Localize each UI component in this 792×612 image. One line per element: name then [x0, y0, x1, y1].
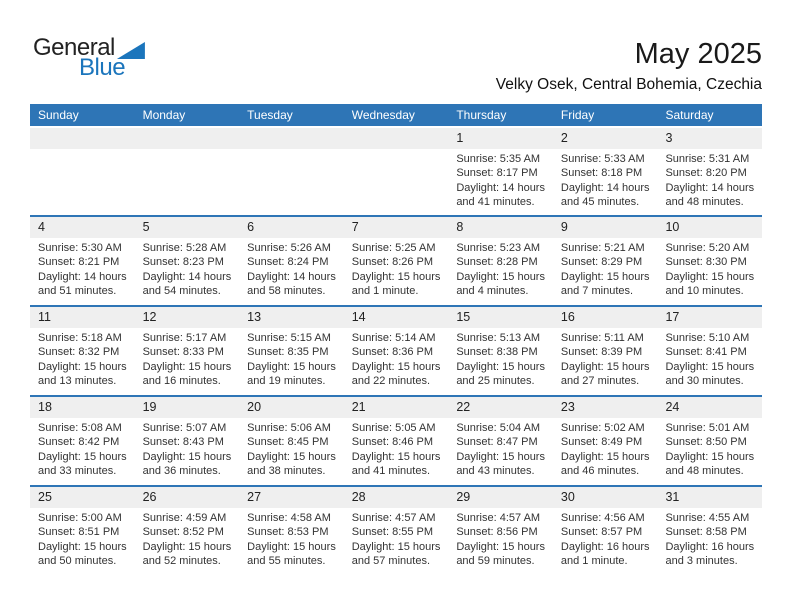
daylight-text: Daylight: 15 hours and 1 minute. [351, 270, 441, 298]
sunset-text: Sunset: 8:41 PM [665, 346, 747, 359]
sunrise-text: Sunrise: 5:18 AM [38, 332, 122, 344]
day-cell-details [448, 328, 553, 395]
day-number: 20 [247, 400, 262, 414]
day-number: 7 [351, 220, 359, 234]
sunrise-text: Sunrise: 5:20 AM [665, 242, 750, 254]
sunrise-text: Sunrise: 5:10 AM [665, 332, 750, 344]
daylight-text: Daylight: 15 hours and 38 minutes. [247, 450, 336, 478]
day-cell-details [657, 328, 762, 395]
sunrise-text: Sunrise: 5:17 AM [142, 332, 227, 344]
day-cell-details [553, 418, 658, 485]
sunrise-text: Sunrise: 4:57 AM [351, 512, 436, 524]
daylight-text: Daylight: 15 hours and 52 minutes. [142, 540, 232, 568]
sunset-text: Sunset: 8:21 PM [38, 256, 120, 269]
daylight-text: Daylight: 15 hours and 10 minutes. [665, 270, 755, 298]
daylight-text: Daylight: 15 hours and 55 minutes. [247, 540, 336, 568]
daylight-text: Daylight: 15 hours and 19 minutes. [247, 360, 336, 388]
day-number: 25 [38, 490, 52, 504]
daylight-text: Daylight: 15 hours and 36 minutes. [142, 450, 232, 478]
day-number: 17 [665, 310, 680, 324]
day-cell-details [135, 508, 240, 575]
daylight-text: Daylight: 15 hours and 30 minutes. [665, 360, 755, 388]
day-cell-details [448, 149, 553, 215]
sunrise-text: Sunrise: 5:31 AM [665, 153, 750, 165]
daylight-text: Daylight: 15 hours and 59 minutes. [456, 540, 545, 568]
day-cell-details [657, 238, 762, 305]
empty-day-number [239, 128, 344, 149]
sunset-text: Sunset: 8:18 PM [560, 167, 643, 180]
daylight-text: Daylight: 15 hours and 33 minutes. [38, 450, 127, 478]
day-number: 26 [142, 490, 157, 504]
sunrise-text: Sunrise: 5:07 AM [142, 422, 227, 434]
day-details-row [30, 508, 762, 575]
sunrise-text: Sunrise: 4:55 AM [665, 512, 750, 524]
sunset-text: Sunset: 8:51 PM [38, 526, 120, 539]
sunrise-text: Sunrise: 5:33 AM [560, 153, 645, 165]
day-cell-details [448, 508, 553, 575]
day-number: 1 [456, 131, 464, 145]
day-number-band [30, 217, 762, 238]
daylight-text: Daylight: 14 hours and 48 minutes. [665, 181, 755, 209]
sunset-text: Sunset: 8:47 PM [456, 436, 538, 449]
sunset-text: Sunset: 8:50 PM [665, 436, 747, 449]
day-number: 22 [456, 400, 471, 414]
sunrise-text: Sunrise: 5:25 AM [351, 242, 436, 254]
daylight-text: Daylight: 15 hours and 57 minutes. [351, 540, 441, 568]
empty-day-cell [239, 149, 344, 215]
daylight-text: Daylight: 16 hours and 1 minute. [560, 540, 650, 568]
day-cell-details [657, 508, 762, 575]
day-details-row [30, 328, 762, 395]
sunrise-text: Sunrise: 5:04 AM [456, 422, 541, 434]
daylight-text: Daylight: 15 hours and 41 minutes. [351, 450, 441, 478]
sunrise-text: Sunrise: 5:00 AM [38, 512, 122, 524]
day-cell-details [344, 238, 449, 305]
week-row-2 [30, 215, 762, 305]
day-number: 28 [351, 490, 366, 504]
title-block [496, 38, 762, 94]
logo-text-blue: Blue [79, 54, 126, 81]
sunrise-text: Sunrise: 5:13 AM [456, 332, 541, 344]
day-cell-details [135, 238, 240, 305]
sunrise-text: Sunrise: 5:21 AM [560, 242, 645, 254]
weekday-header-thursday: Thursday [456, 108, 507, 122]
sunset-text: Sunset: 8:53 PM [247, 526, 329, 539]
day-cell-details [239, 508, 344, 575]
day-number: 11 [38, 310, 51, 324]
daylight-text: Daylight: 14 hours and 54 minutes. [142, 270, 232, 298]
day-cell-details [657, 418, 762, 485]
sunset-text: Sunset: 8:20 PM [665, 167, 747, 180]
sunset-text: Sunset: 8:42 PM [38, 436, 120, 449]
empty-day-cell [135, 149, 240, 215]
day-cell-details [448, 238, 553, 305]
daylight-text: Daylight: 15 hours and 13 minutes. [38, 360, 127, 388]
day-number-band [30, 128, 762, 149]
day-number: 16 [560, 310, 575, 324]
daylight-text: Daylight: 15 hours and 27 minutes. [560, 360, 650, 388]
daylight-text: Daylight: 16 hours and 3 minutes. [665, 540, 755, 568]
sunrise-text: Sunrise: 4:56 AM [560, 512, 645, 524]
sunrise-text: Sunrise: 5:11 AM [560, 332, 644, 344]
empty-day-number [30, 128, 135, 149]
calendar-table [30, 104, 762, 575]
weekday-header-wednesday: Wednesday [351, 108, 415, 122]
sunset-text: Sunset: 8:46 PM [351, 436, 434, 449]
day-cell-details [553, 508, 658, 575]
daylight-text: Daylight: 14 hours and 51 minutes. [38, 270, 127, 298]
sunset-text: Sunset: 8:24 PM [247, 256, 329, 269]
sunrise-text: Sunrise: 4:59 AM [142, 512, 227, 524]
weekday-header-row [30, 104, 762, 126]
sunrise-text: Sunrise: 5:23 AM [456, 242, 541, 254]
day-number: 2 [560, 131, 568, 145]
day-number-band [30, 307, 762, 328]
day-number: 31 [665, 490, 680, 504]
daylight-text: Daylight: 15 hours and 22 minutes. [351, 360, 441, 388]
daylight-text: Daylight: 15 hours and 7 minutes. [560, 270, 650, 298]
daylight-text: Daylight: 15 hours and 50 minutes. [38, 540, 127, 568]
day-cell-details [344, 418, 449, 485]
daylight-text: Daylight: 15 hours and 25 minutes. [456, 360, 545, 388]
day-number: 4 [38, 220, 45, 234]
sunset-text: Sunset: 8:36 PM [351, 346, 434, 359]
day-cell-details [135, 418, 240, 485]
day-number: 9 [560, 220, 568, 234]
sunrise-text: Sunrise: 5:08 AM [38, 422, 122, 434]
sunrise-text: Sunrise: 5:14 AM [351, 332, 436, 344]
sunset-text: Sunset: 8:49 PM [560, 436, 643, 449]
day-number: 24 [665, 400, 680, 414]
sunset-text: Sunset: 8:17 PM [456, 167, 538, 180]
sunset-text: Sunset: 8:45 PM [247, 436, 329, 449]
weekday-header-friday: Friday [560, 108, 595, 122]
day-number: 10 [665, 220, 680, 234]
sunrise-text: Sunrise: 5:35 AM [456, 153, 541, 165]
day-number: 8 [456, 220, 464, 234]
day-number: 3 [665, 131, 673, 145]
month-title: May 2025 [634, 38, 762, 70]
sunrise-text: Sunrise: 5:30 AM [38, 242, 122, 254]
sunset-text: Sunset: 8:30 PM [665, 256, 747, 269]
day-number: 27 [247, 490, 262, 504]
daylight-text: Daylight: 14 hours and 58 minutes. [247, 270, 336, 298]
day-number: 30 [560, 490, 575, 504]
daylight-text: Daylight: 14 hours and 41 minutes. [456, 181, 545, 209]
day-number-band [30, 397, 762, 418]
day-number: 12 [142, 310, 157, 324]
day-number: 18 [38, 400, 52, 414]
day-cell-details [553, 328, 658, 395]
day-number: 23 [560, 400, 575, 414]
daylight-text: Daylight: 15 hours and 4 minutes. [456, 270, 545, 298]
sunset-text: Sunset: 8:57 PM [560, 526, 643, 539]
day-cell-details [344, 508, 449, 575]
daylight-text: Daylight: 15 hours and 16 minutes. [142, 360, 232, 388]
day-details-row [30, 418, 762, 485]
sunset-text: Sunset: 8:35 PM [247, 346, 329, 359]
general-blue-logo [33, 36, 145, 79]
day-number-band [30, 487, 762, 508]
calendar-weeks [30, 128, 762, 575]
day-cell-details [448, 418, 553, 485]
day-cell-details [553, 238, 658, 305]
day-number: 13 [247, 310, 262, 324]
daylight-text: Daylight: 15 hours and 46 minutes. [560, 450, 650, 478]
day-cell-details [135, 328, 240, 395]
day-number: 15 [456, 310, 471, 324]
sunset-text: Sunset: 8:29 PM [560, 256, 643, 269]
weekday-header-tuesday: Tuesday [247, 108, 293, 122]
empty-day-number [135, 128, 240, 149]
sunset-text: Sunset: 8:32 PM [38, 346, 120, 359]
day-number: 5 [142, 220, 150, 234]
day-cell-details [30, 238, 135, 305]
sunrise-text: Sunrise: 5:06 AM [247, 422, 331, 434]
day-cell-details [30, 418, 135, 485]
sunset-text: Sunset: 8:43 PM [142, 436, 224, 449]
day-number: 6 [247, 220, 255, 234]
day-number: 14 [351, 310, 366, 324]
week-row-1 [30, 128, 762, 215]
weekday-header-monday: Monday [142, 108, 186, 122]
empty-day-cell [30, 149, 135, 215]
day-number: 19 [142, 400, 157, 414]
week-row-5 [30, 485, 762, 575]
day-cell-details [553, 149, 658, 215]
sunrise-text: Sunrise: 5:15 AM [247, 332, 331, 344]
logo-text-general: General [33, 34, 115, 61]
day-cell-details [239, 418, 344, 485]
sunset-text: Sunset: 8:56 PM [456, 526, 538, 539]
daylight-text: Daylight: 14 hours and 45 minutes. [560, 181, 650, 209]
sunrise-text: Sunrise: 5:01 AM [665, 422, 750, 434]
sunrise-text: Sunrise: 5:26 AM [247, 242, 331, 254]
daylight-text: Daylight: 15 hours and 43 minutes. [456, 450, 545, 478]
day-details-row [30, 238, 762, 305]
day-number: 21 [351, 400, 366, 414]
empty-day-cell [344, 149, 449, 215]
sunset-text: Sunset: 8:38 PM [456, 346, 538, 359]
sunrise-text: Sunrise: 5:05 AM [351, 422, 436, 434]
day-cell-details [657, 149, 762, 215]
sunrise-text: Sunrise: 4:57 AM [456, 512, 541, 524]
day-cell-details [239, 238, 344, 305]
location-subtitle: Velky Osek, Central Bohemia, Czechia [495, 76, 762, 93]
sunrise-text: Sunrise: 4:58 AM [247, 512, 331, 524]
sunset-text: Sunset: 8:28 PM [456, 256, 538, 269]
day-cell-details [239, 328, 344, 395]
sunset-text: Sunset: 8:52 PM [142, 526, 224, 539]
daylight-text: Daylight: 15 hours and 48 minutes. [665, 450, 755, 478]
empty-day-number [344, 128, 449, 149]
sunset-text: Sunset: 8:23 PM [142, 256, 224, 269]
week-row-3 [30, 305, 762, 395]
day-cell-details [30, 328, 135, 395]
weekday-header-sunday: Sunday [38, 108, 79, 122]
sunset-text: Sunset: 8:26 PM [351, 256, 434, 269]
sunset-text: Sunset: 8:39 PM [560, 346, 643, 359]
sunset-text: Sunset: 8:58 PM [665, 526, 747, 539]
day-cell-details [344, 328, 449, 395]
weekday-header-saturday: Saturday [665, 108, 714, 122]
week-row-4 [30, 395, 762, 485]
sunset-text: Sunset: 8:33 PM [142, 346, 224, 359]
sunset-text: Sunset: 8:55 PM [351, 526, 434, 539]
sunrise-text: Sunrise: 5:28 AM [142, 242, 227, 254]
day-number: 29 [456, 490, 471, 504]
day-cell-details [30, 508, 135, 575]
sunrise-text: Sunrise: 5:02 AM [560, 422, 645, 434]
day-details-row [30, 149, 762, 215]
